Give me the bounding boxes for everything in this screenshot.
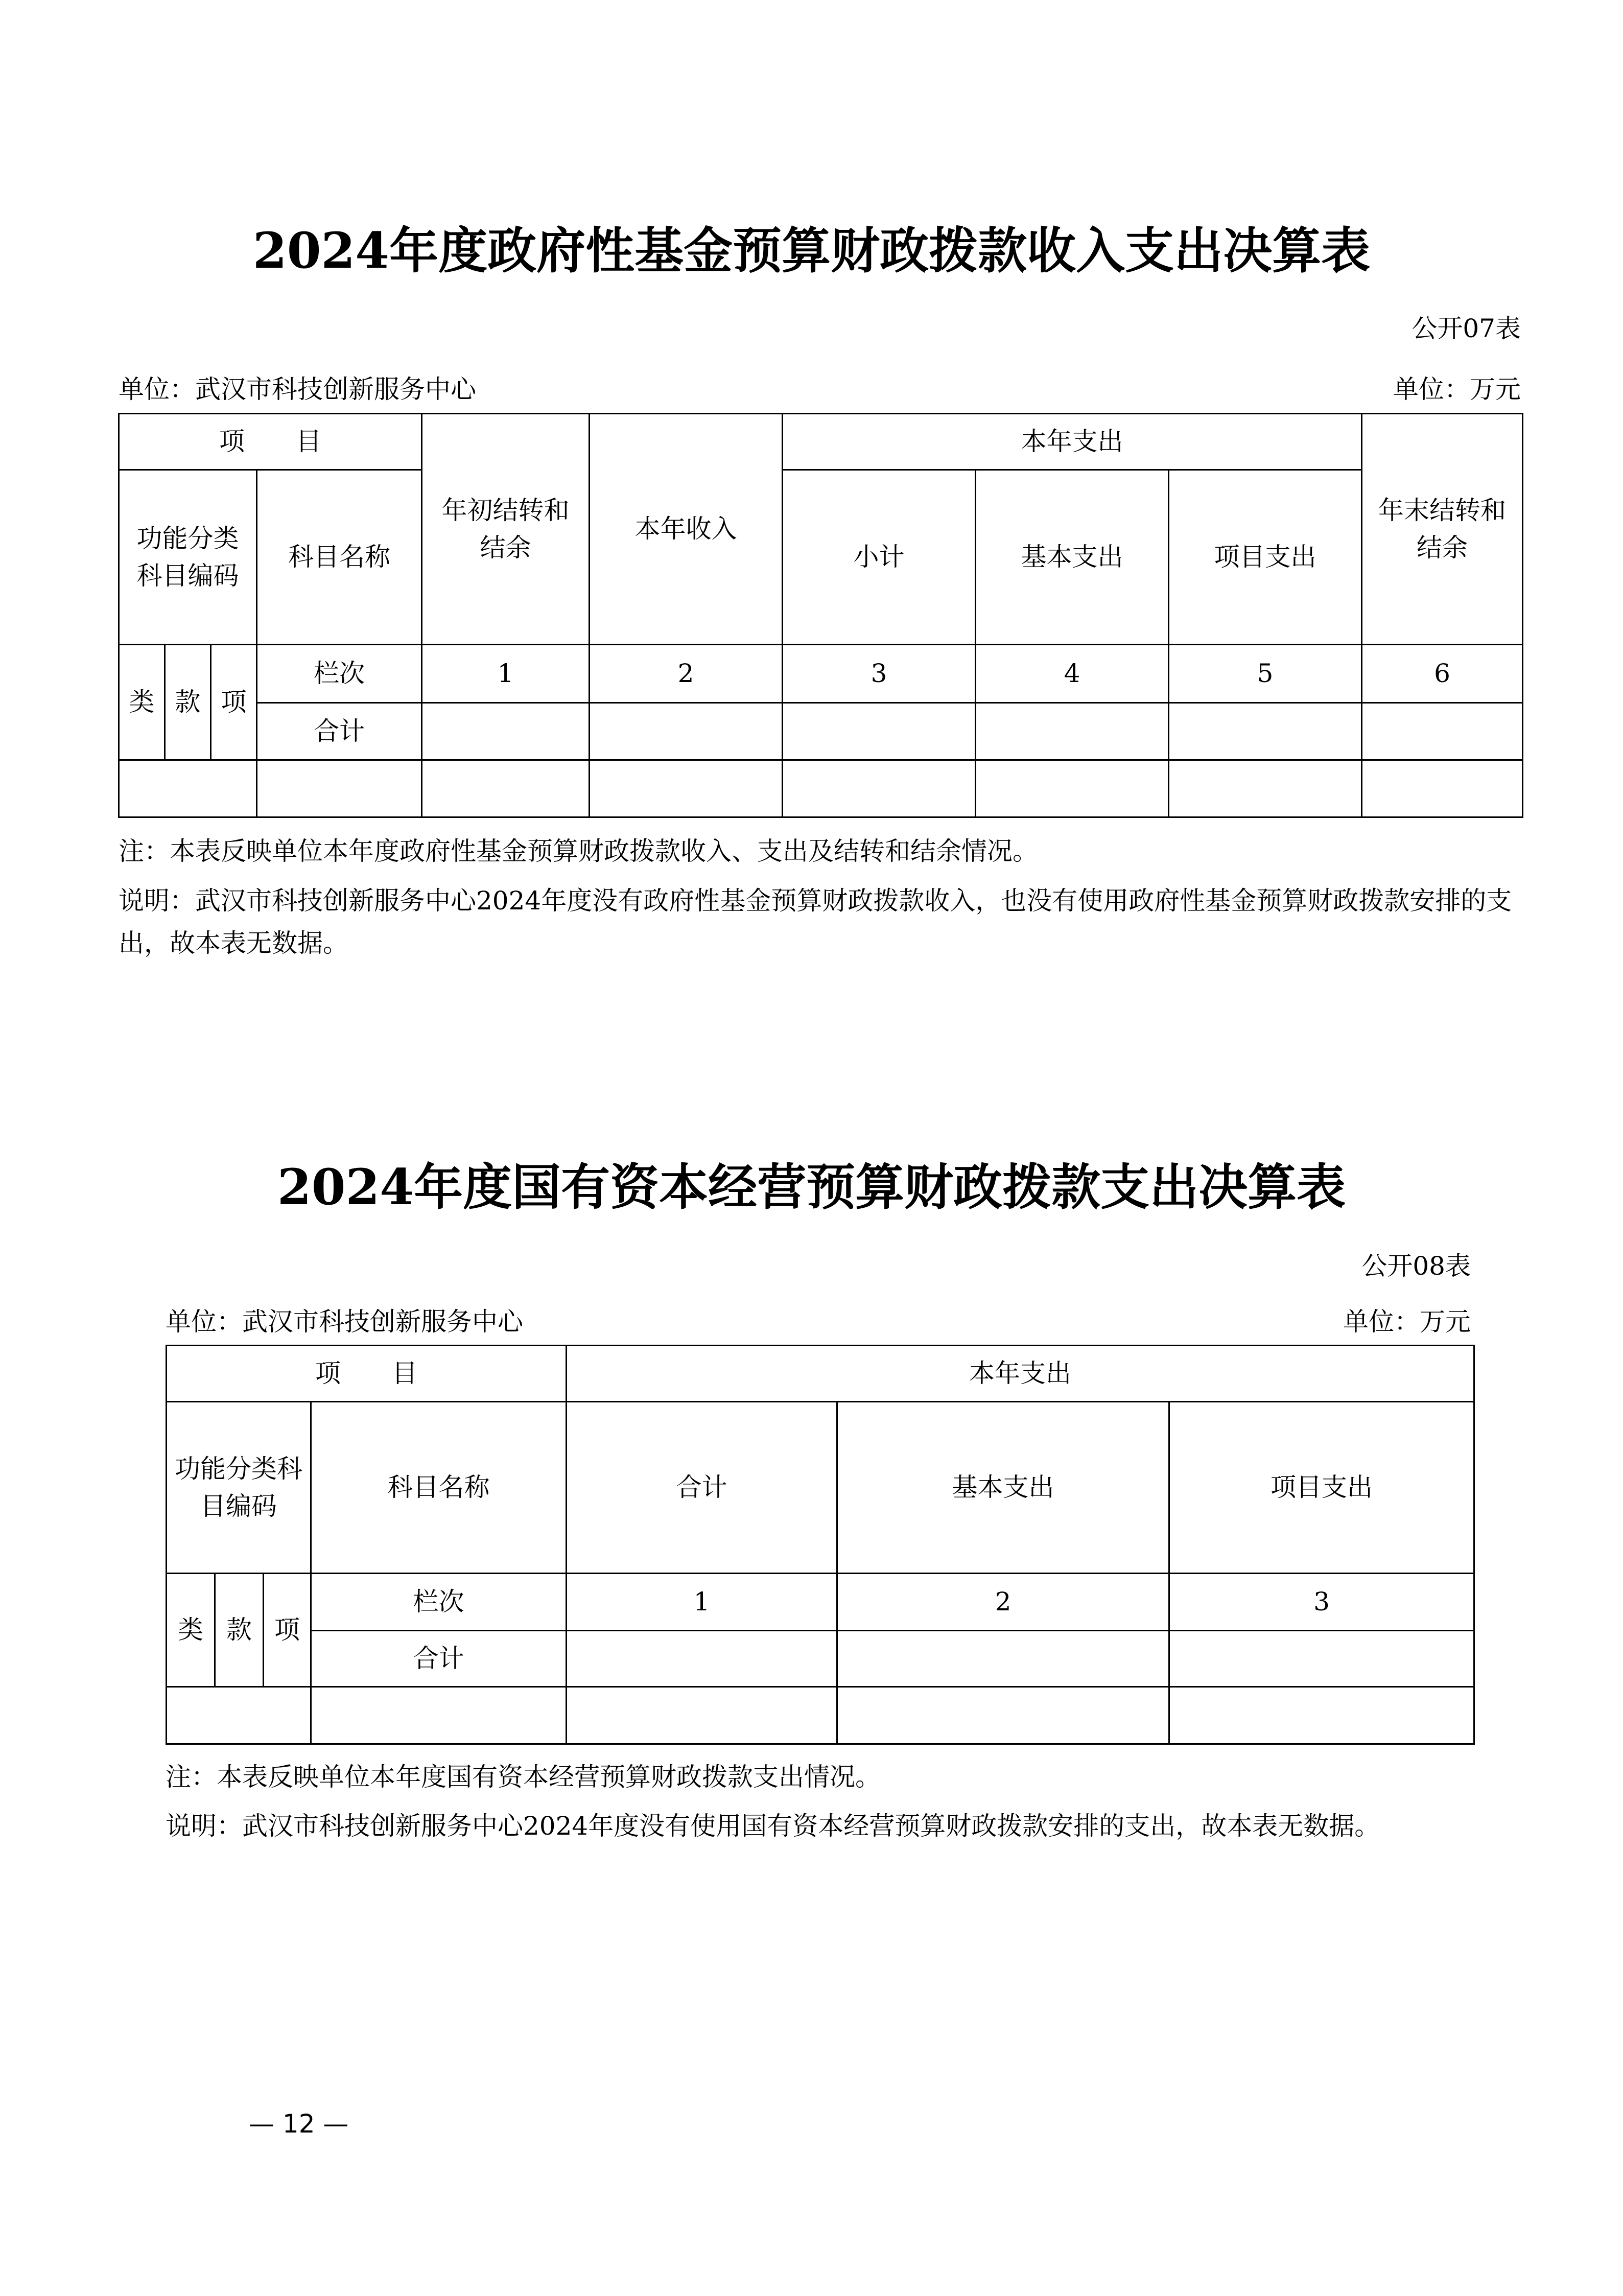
table08-grid [166,1345,1475,1745]
table08-xiang: 项 [264,1574,311,1687]
page-number: — 12 — [249,2109,349,2139]
table08-cell-empty [311,1687,567,1744]
table08-unit-money: 单位：万元 [1343,1307,1471,1337]
table08-header-project: 项目支出 [1169,1402,1474,1574]
table08-cell-empty [837,1631,1169,1687]
table07-explain: 说明：武汉市科技创新服务中心2024年度没有政府性基金预算财政拨款收入，也没有使用政府性基金预算财政拨款安排的支出，故本表无数据。 [119,886,1512,958]
table08-header-func-code: 功能分类科目编码 [167,1402,311,1574]
table07-col-number: 5 [1169,645,1362,703]
table07-cell-empty [119,760,257,817]
table07-lei: 类 [119,645,165,760]
table07-header-subtotal: 小计 [783,470,976,645]
table08-form-no: 公开08表 [1361,1251,1471,1281]
table07-kuan: 款 [165,645,211,760]
table07-cell-empty [976,760,1169,817]
table07-grid [118,413,1523,818]
table07-note: 注：本表反映单位本年度政府性基金预算财政拨款收入、支出及结转和结余情况。 [119,836,1038,866]
table07-header-item: 项 目 [119,414,422,470]
table07-header-basic: 基本支出 [976,470,1169,645]
table07-cell-empty [257,760,422,817]
table07-unit-money: 单位：万元 [1393,374,1521,404]
table07-cell-empty [783,760,976,817]
table07-cell-empty [422,760,590,817]
table08-lei: 类 [167,1574,215,1687]
table07-cell-empty [1362,703,1523,760]
table07-header-func-code: 功能分类科目编码 [119,470,257,645]
table07-cell-empty [1362,760,1523,817]
table08-cell-empty [1169,1631,1474,1687]
table07-title: 2024年度政府性基金预算财政拨款收入支出决算表 [252,222,1371,279]
table08-cell-empty [567,1631,837,1687]
table07-heji: 合计 [257,703,422,760]
table07-cell-empty [1169,703,1362,760]
table07-lanci: 栏次 [257,645,422,703]
table08-explain: 说明：武汉市科技创新服务中心2024年度没有使用国有资本经营预算财政拨款安排的支出，故本表无数据。 [166,1811,1380,1841]
table08-title: 2024年度国有资本经营预算财政拨款支出决算表 [277,1158,1346,1216]
table08-header-subject-name: 科目名称 [311,1402,567,1574]
table08-header-basic: 基本支出 [837,1402,1169,1574]
table07-header-begin-balance: 年初结转和结余 [422,414,590,645]
table08-kuan: 款 [215,1574,264,1687]
table08-header-expense: 本年支出 [567,1346,1474,1402]
table07-header-subject-name: 科目名称 [257,470,422,645]
table07-cell-empty [422,703,590,760]
table08-header-total: 合计 [567,1402,837,1574]
table07-cell-empty [590,703,783,760]
table07-col-number: 4 [976,645,1169,703]
table07-col-number: 2 [590,645,783,703]
table07-header-expense: 本年支出 [783,414,1362,470]
table07-xiang: 项 [211,645,257,760]
table07-header-end-balance: 年末结转和结余 [1362,414,1523,645]
table08-cell-empty [837,1687,1169,1744]
table07-header-income: 本年收入 [590,414,783,645]
table07-header-project: 项目支出 [1169,470,1362,645]
table07-col-number: 1 [422,645,590,703]
table08-col-number: 2 [837,1574,1169,1631]
table08-note: 注：本表反映单位本年度国有资本经营预算财政拨款支出情况。 [166,1762,881,1792]
table08-cell-empty [167,1687,311,1744]
table08-cell-empty [1169,1687,1474,1744]
table08-header-item: 项 目 [167,1346,567,1402]
table07-unit-org: 单位：武汉市科技创新服务中心 [119,374,476,404]
table07-cell-empty [1169,760,1362,817]
table08-cell-empty [567,1687,837,1744]
table08-heji: 合计 [311,1631,567,1687]
table07-cell-empty [976,703,1169,760]
table07-form-no: 公开07表 [1412,314,1521,343]
table07-col-number: 3 [783,645,976,703]
table07-cell-empty [783,703,976,760]
table07-cell-empty [590,760,783,817]
table08-col-number: 3 [1169,1574,1474,1631]
table08-lanci: 栏次 [311,1574,567,1631]
table08-unit-org: 单位：武汉市科技创新服务中心 [166,1307,523,1337]
table08-col-number: 1 [567,1574,837,1631]
table07-col-number: 6 [1362,645,1523,703]
